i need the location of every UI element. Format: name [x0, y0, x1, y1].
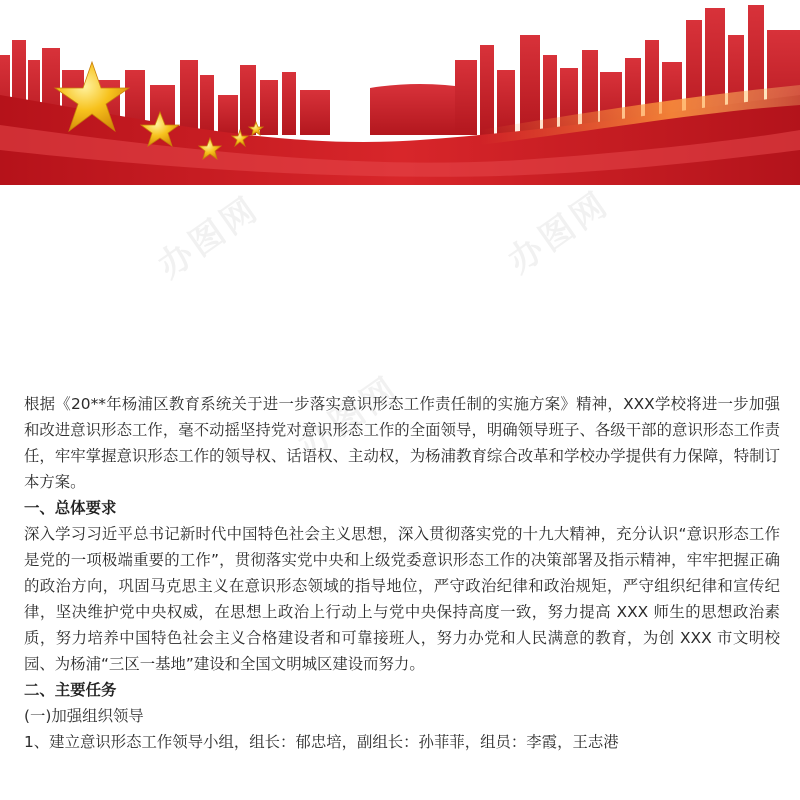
watermark: 办图网: [500, 183, 618, 282]
header-banner: [0, 0, 800, 185]
watermark: 办图网: [150, 188, 268, 287]
task-item: 1、建立意识形态工作领导小组，组长：郁忠培，副组长：孙菲菲，组员：李霞，王志港: [24, 733, 619, 751]
section-heading-general-requirements: 一、总体要求: [24, 499, 117, 517]
subsection-heading: (一)加强组织领导: [24, 707, 144, 725]
white-arch: [330, 120, 370, 135]
general-requirements-paragraph: 深入学习习近平总书记新时代中国特色社会主义思想，深入贯彻落实党的十九大精神，充分认识“意识形态工作是党的一项极端重要的工作”，贯彻落实党中央和上级党委意识形态工作的决策部署及指示精神，牢牢把握正确的政治方向，巩固马克思主义在意识形态领域的指导地位，严守政治纪律和政治规矩，严守组织纪律和宣传纪律，坚决维护党中央权威，在思想上政治上行动上与党中央保持高度一致，努力提高 XXX 师生的思想政治素质，努力培养中国特色社会主义合格建设者和可靠接班人，努力办党和人民满意的教育，为创 XXX 市文明校园、为杨浦“三区一基地”建设和全国文明城区建设而努力。: [24, 525, 780, 673]
watermark: 办图网: [290, 368, 408, 467]
intro-paragraph: 根据《20**年杨浦区教育系统关于进一步落实意识形态工作责任制的实施方案》精神，XXX学校将进一步加强和改进意识形态工作，毫不动摇坚持党对意识形态工作的全面领导，明确领导班子、各级干部的意识形态工作责任，牢牢掌握意识形态工作的领导权、话语权、主动权，为杨浦教育综合改革和学校办学提供有力保障，特制订本方案。: [24, 395, 780, 491]
section-heading-main-tasks: 二、主要任务: [24, 681, 117, 699]
document-body: [24, 391, 780, 755]
